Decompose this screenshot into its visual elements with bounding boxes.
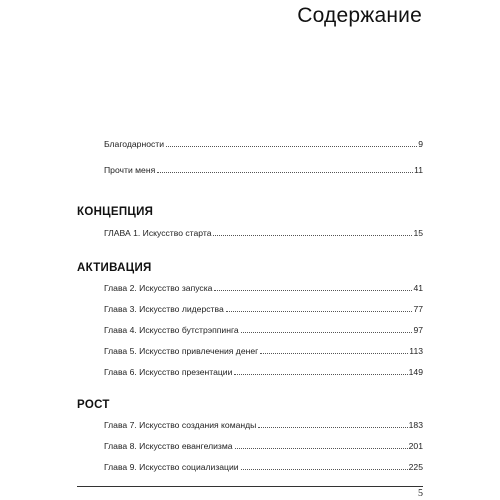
- page-title: Содержание: [297, 4, 422, 27]
- toc-entry-label: Глава 4. Искусство бутстрэппинга: [104, 325, 239, 335]
- toc-entry[interactable]: [104, 346, 423, 356]
- toc-entry[interactable]: [104, 367, 423, 377]
- toc-entry-label: Глава 3. Искусство лидерства: [104, 304, 224, 314]
- toc-entry[interactable]: [104, 462, 423, 472]
- toc-entry[interactable]: [104, 139, 423, 149]
- toc-entry-page: 15: [413, 228, 423, 238]
- toc-entry[interactable]: [104, 441, 423, 451]
- dot-leader: [235, 448, 408, 449]
- toc-entry-page: 41: [413, 283, 423, 293]
- toc-entry-label: Глава 6. Искусство презентации: [104, 367, 233, 377]
- dot-leader: [214, 290, 412, 291]
- dot-leader: [157, 172, 413, 173]
- toc-entry-label: Глава 8. Искусство евангелизма: [104, 441, 233, 451]
- toc-entry-label: Глава 5. Искусство привлечения денег: [104, 346, 259, 356]
- toc-entry-page: 113: [409, 346, 423, 356]
- toc-entry[interactable]: [104, 228, 423, 238]
- page-number: 5: [418, 488, 423, 499]
- dot-leader: [258, 427, 407, 428]
- toc-entry-page: 9: [418, 139, 423, 149]
- section-heading: АКТИВАЦИЯ: [77, 262, 152, 274]
- dot-leader: [213, 235, 412, 236]
- toc-entry-label: Глава 9. Искусство социализации: [104, 462, 239, 472]
- toc-entry-label: Глава 7. Искусство создания команды: [104, 420, 257, 430]
- toc-entry-page: 77: [413, 304, 423, 314]
- dot-leader: [241, 469, 408, 470]
- footer-rule: [77, 486, 423, 487]
- toc-entry-label: ГЛАВА 1. Искусство старта: [104, 228, 212, 238]
- toc-entry[interactable]: [104, 165, 423, 175]
- toc-entry[interactable]: [104, 325, 423, 335]
- dot-leader: [260, 353, 408, 354]
- toc-entry-label: Благодарности: [104, 139, 165, 149]
- toc-entry-page: 11: [414, 165, 423, 175]
- toc-entry[interactable]: [104, 420, 423, 430]
- toc-entry-label: Прочти меня: [104, 165, 156, 175]
- dot-leader: [241, 332, 413, 333]
- toc-entry-page: 183: [408, 420, 423, 430]
- dot-leader: [234, 374, 407, 375]
- dot-leader: [166, 146, 417, 147]
- dot-leader: [226, 311, 413, 312]
- section-heading: КОНЦЕПЦИЯ: [77, 206, 154, 218]
- toc-entry-page: 225: [408, 462, 423, 472]
- toc-entry[interactable]: [104, 304, 423, 314]
- section-heading: РОСТ: [77, 399, 110, 411]
- toc-entry-page: 201: [408, 441, 423, 451]
- toc-entry-label: Глава 2. Искусство запуска: [104, 283, 213, 293]
- toc-entry-page: 149: [408, 367, 423, 377]
- toc-entry-page: 97: [413, 325, 423, 335]
- toc-entry[interactable]: [104, 283, 423, 293]
